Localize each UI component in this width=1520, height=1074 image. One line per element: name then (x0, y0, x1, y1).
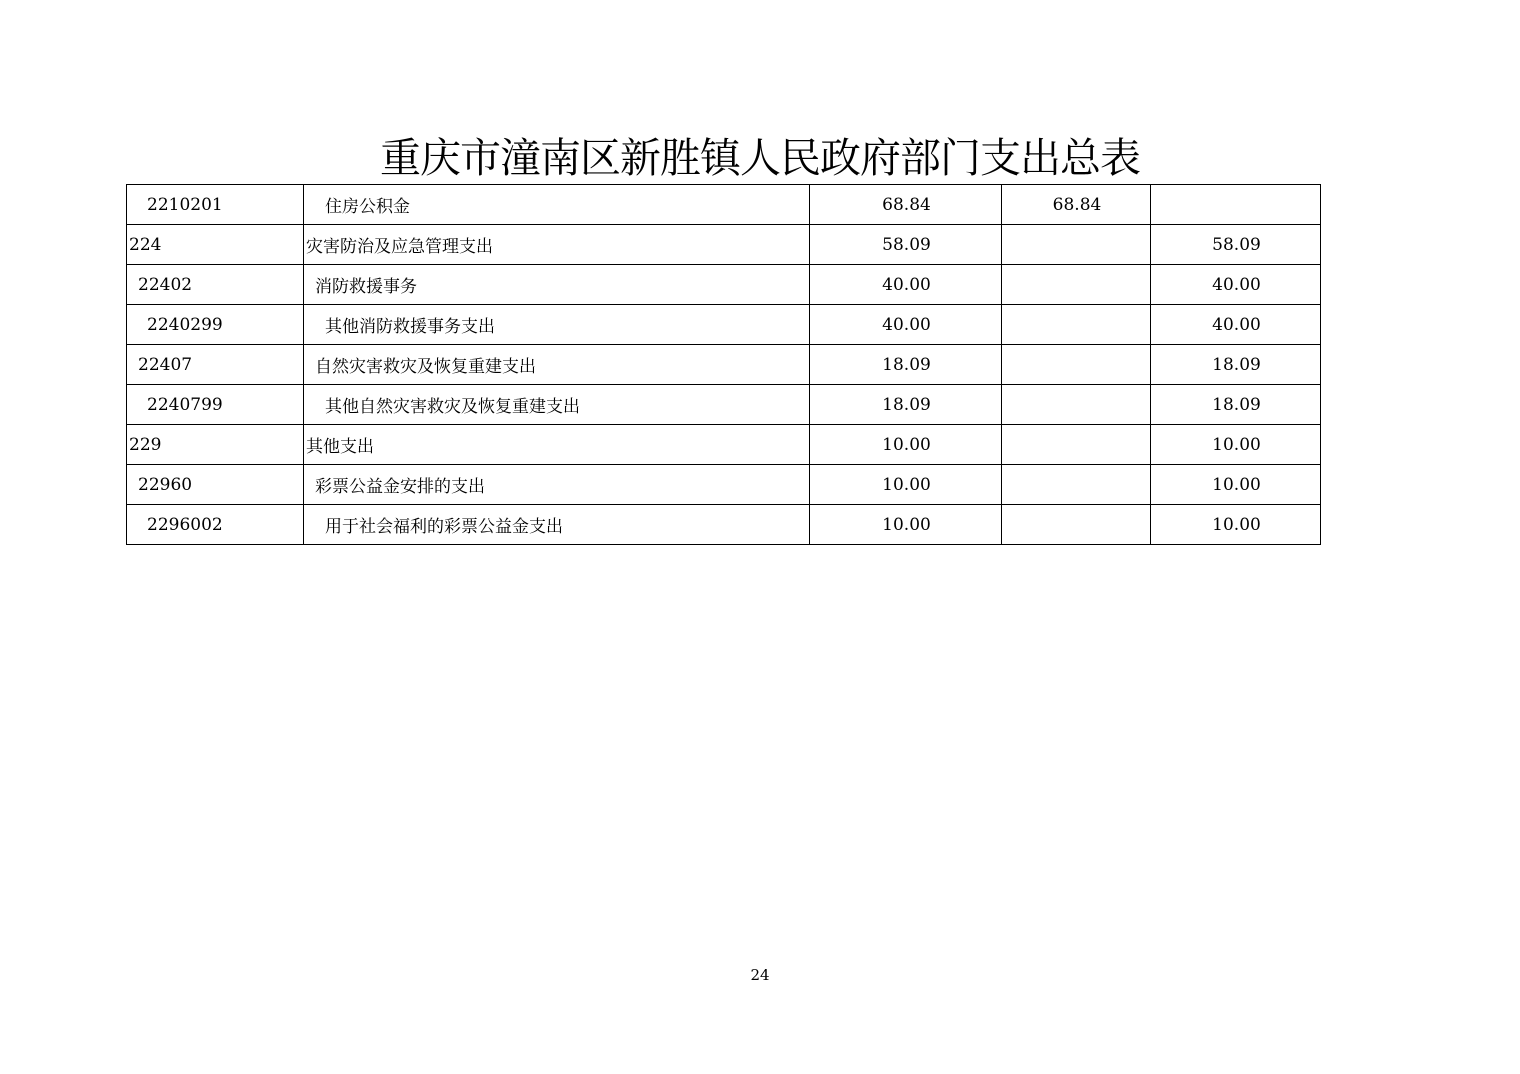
basic-expenditure-cell (1002, 265, 1151, 305)
total-cell: 40.00 (810, 305, 1002, 345)
total-cell: 40.00 (810, 265, 1002, 305)
subject-name-cell: 自然灾害救灾及恢复重建支出 (304, 345, 810, 385)
total-cell: 10.00 (810, 425, 1002, 465)
basic-expenditure-cell (1002, 505, 1151, 545)
subject-code-cell: 229 (127, 425, 304, 465)
project-expenditure-cell: 40.00 (1151, 265, 1321, 305)
subject-code-cell: 22407 (127, 345, 304, 385)
table-row (127, 345, 1321, 385)
subject-name-cell: 用于社会福利的彩票公益金支出 (304, 505, 810, 545)
basic-expenditure-cell (1002, 425, 1151, 465)
table-row (127, 265, 1321, 305)
project-expenditure-cell: 40.00 (1151, 305, 1321, 345)
project-expenditure-cell: 18.09 (1151, 385, 1321, 425)
page-title: 重庆市潼南区新胜镇人民政府部门支出总表 (380, 134, 1140, 182)
subject-code-cell: 2296002 (127, 505, 304, 545)
subject-name-cell: 其他消防救援事务支出 (304, 305, 810, 345)
table-row (127, 305, 1321, 345)
page-number: 24 (750, 966, 770, 984)
project-expenditure-cell: 10.00 (1151, 425, 1321, 465)
table-row (127, 465, 1321, 505)
project-expenditure-cell: 10.00 (1151, 505, 1321, 545)
total-cell: 10.00 (810, 465, 1002, 505)
subject-code-cell: 22402 (127, 265, 304, 305)
subject-name-cell: 其他支出 (304, 425, 810, 465)
expenditure-table (126, 184, 1321, 545)
total-cell: 18.09 (810, 345, 1002, 385)
project-expenditure-cell: 10.00 (1151, 465, 1321, 505)
total-cell: 10.00 (810, 505, 1002, 545)
table-row (127, 385, 1321, 425)
basic-expenditure-cell (1002, 225, 1151, 265)
project-expenditure-cell: 58.09 (1151, 225, 1321, 265)
subject-code-cell: 224 (127, 225, 304, 265)
total-cell: 58.09 (810, 225, 1002, 265)
table-row (127, 425, 1321, 465)
subject-code-cell: 22960 (127, 465, 304, 505)
table-row (127, 225, 1321, 265)
project-expenditure-cell: 18.09 (1151, 345, 1321, 385)
table-row (127, 185, 1321, 225)
subject-name-cell: 其他自然灾害救灾及恢复重建支出 (304, 385, 810, 425)
basic-expenditure-cell (1002, 345, 1151, 385)
total-cell: 18.09 (810, 385, 1002, 425)
project-expenditure-cell (1151, 185, 1321, 225)
subject-name-cell: 灾害防治及应急管理支出 (304, 225, 810, 265)
subject-name-cell: 彩票公益金安排的支出 (304, 465, 810, 505)
subject-code-cell: 2240799 (127, 385, 304, 425)
subject-code-cell: 2240299 (127, 305, 304, 345)
basic-expenditure-cell (1002, 385, 1151, 425)
subject-name-cell: 住房公积金 (304, 185, 810, 225)
subject-name-cell: 消防救援事务 (304, 265, 810, 305)
basic-expenditure-cell (1002, 465, 1151, 505)
total-cell: 68.84 (810, 185, 1002, 225)
basic-expenditure-cell: 68.84 (1002, 185, 1151, 225)
table-row (127, 505, 1321, 545)
subject-code-cell: 2210201 (127, 185, 304, 225)
basic-expenditure-cell (1002, 305, 1151, 345)
